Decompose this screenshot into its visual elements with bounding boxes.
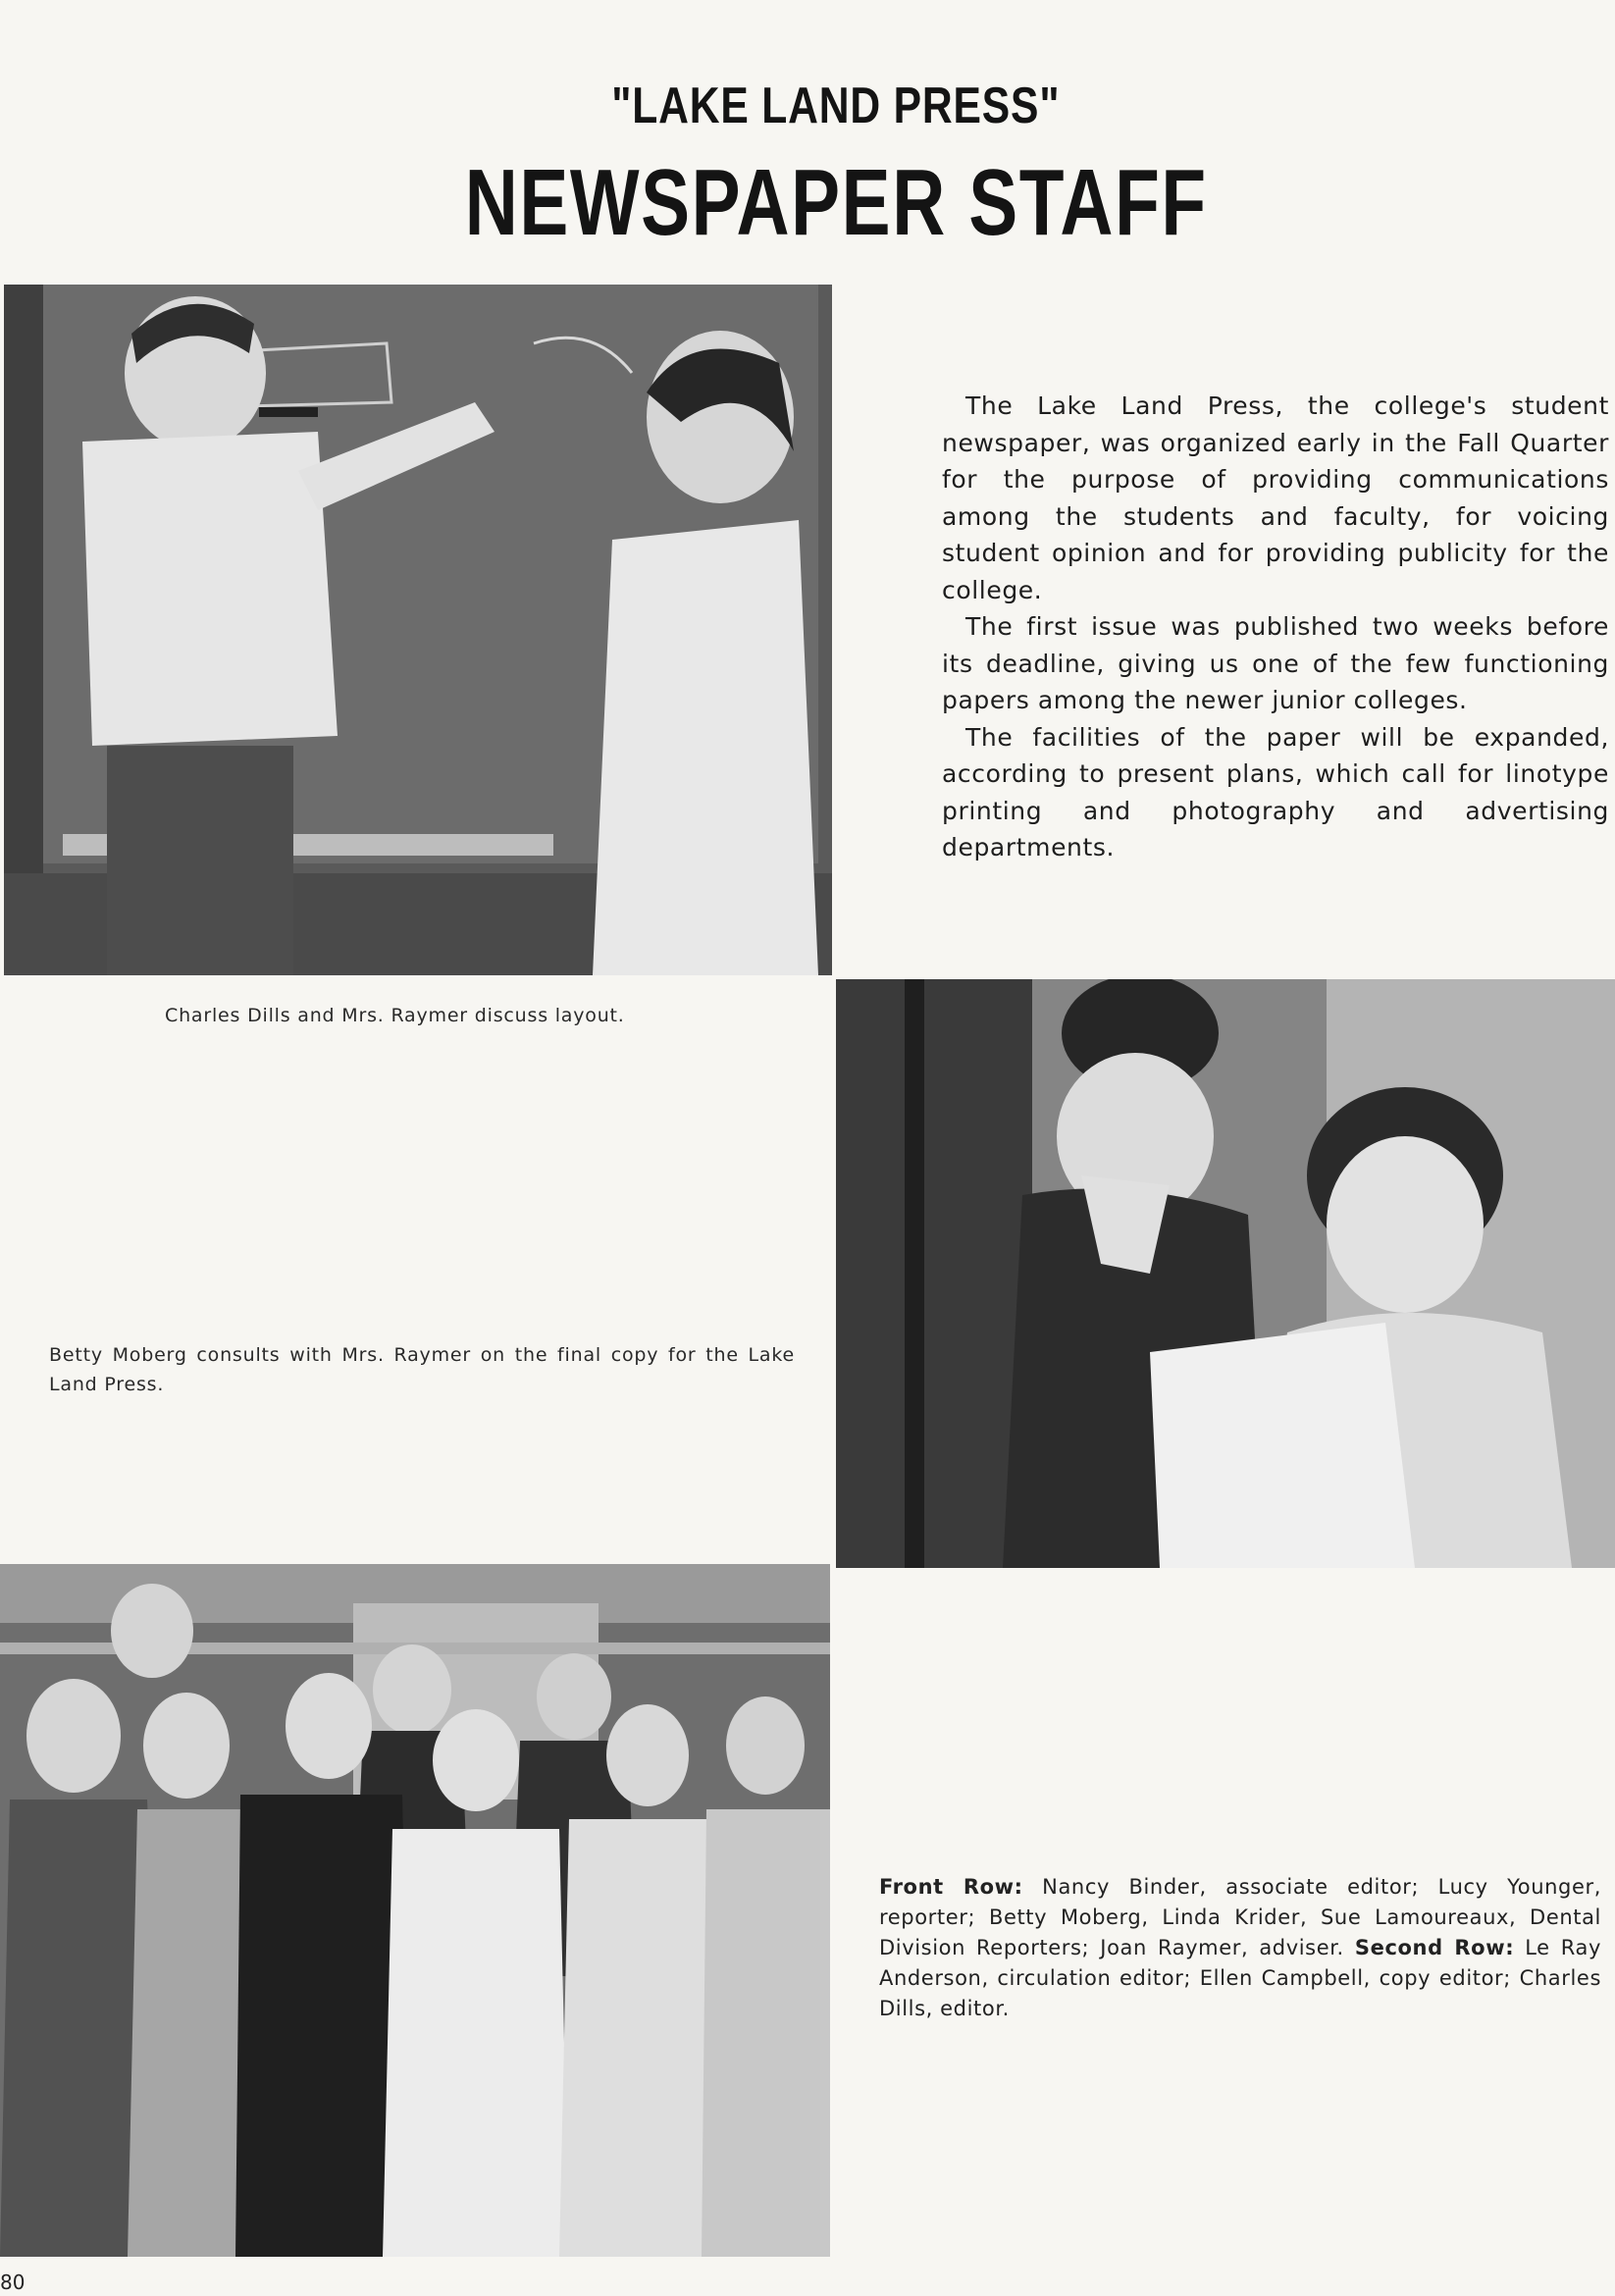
page-title: NEWSPAPER STAFF [464, 150, 1208, 255]
second-row-names: Le Ray Anderson, circulation editor; Ellen Campbell, copy editor; Charles Dills, editor. [879, 1936, 1601, 2020]
front-row-names: Nancy Binder, associate editor; Lucy Younger, reporter; Betty Moberg, Linda Krider, Sue Lamoureaux, Dental Division Reporters; Joan Raymer, adviser. [879, 1875, 1601, 1959]
article-body [942, 388, 1609, 866]
chalkboard-photo-caption: Charles Dills and Mrs. Raymer discuss layout. [165, 1005, 625, 1026]
article-paragraph: The facilities of the paper will be expanded, according to present plans, which call for linotype printing and photography and advertising departments. [942, 722, 1609, 861]
front-row-label: Front Row: [879, 1875, 1023, 1899]
article-paragraph: The Lake Land Press, the college's student newspaper, was organized early in the Fall Quarter for the purpose of providing communications among the students and faculty, for voicing student opinion and for providing publicity for the college. [942, 391, 1609, 604]
staff-group-photo [0, 1564, 830, 2257]
staff-photo-caption [879, 1872, 1601, 2024]
final-copy-photo [836, 979, 1615, 1568]
article-paragraph: The first issue was published two weeks before its deadline, giving us one of the few functioning papers among the newer junior colleges. [942, 612, 1609, 714]
page-number: 80 [0, 2270, 26, 2294]
page-title-small: "LAKE LAND PRESS" [611, 78, 1061, 134]
chalkboard-photo [4, 285, 832, 975]
second-row-label: Second Row: [1354, 1936, 1515, 1959]
final-copy-photo-caption: Betty Moberg consults with Mrs. Raymer on the final copy for the Lake Land Press. [49, 1344, 795, 1395]
